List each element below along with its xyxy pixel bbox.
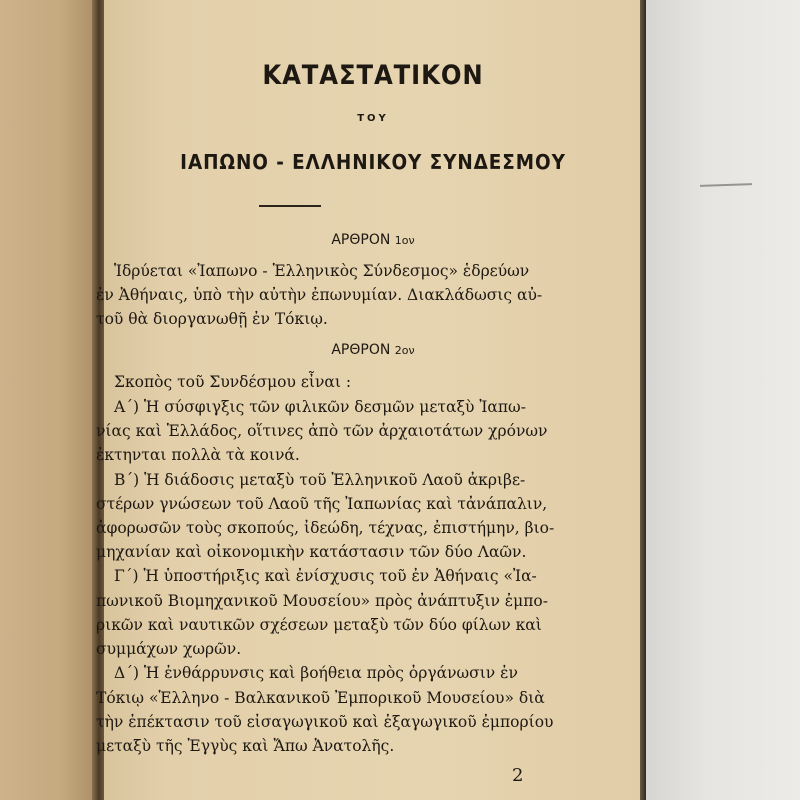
article-1-line: Ἱδρύεται «Ἰαπωνο - Ἑλληνικὸς Σύνδεσμος» ἑδρεύων: [114, 262, 530, 280]
article-2-line: Τόκιῳ «Ἑλληνο - Βαλκανικοῦ Ἐμπορικοῦ Μουσείου» διὰ: [96, 689, 545, 707]
article-2-line: τὴν ἐπέκτασιν τοῦ εἰσαγωγικοῦ καὶ ἐξαγωγικοῦ ἐμπορίου: [96, 713, 554, 731]
page-number: 2: [512, 765, 524, 786]
article-1-line: τοῦ θὰ διοργανωθῇ ἐν Τόκιῳ.: [96, 310, 328, 328]
article-1-line: ἐν Ἀθήναις, ὑπὸ τὴν αὐτὴν ἐπωνυμίαν. Διακλάδωσις αὐ-: [96, 286, 543, 304]
article-2-ordinal: 2ον: [394, 344, 415, 357]
page-edge: [640, 0, 646, 800]
article-2-line: πωνικοῦ Βιομηχανικοῦ Μουσείου» πρὸς ἀνάπτυξιν ἐμπο-: [96, 592, 548, 610]
background-surface: [645, 0, 800, 800]
article-2-line: Β΄) Ἡ διάδοσις μεταξὺ τοῦ Ἑλληνικοῦ Λαοῦ ἀκριβε-: [114, 471, 526, 489]
page-subtitle: ΤΟΥ: [357, 113, 389, 124]
article-2-line: στέρων γνώσεων τοῦ Λαοῦ τῆς Ἰαπωνίας καὶ τἀνάπαλιν,: [96, 495, 548, 513]
book-page: [96, 0, 642, 800]
article-2-line: συμμάχων χωρῶν.: [96, 640, 242, 658]
article-1-label: ΑΡΘΡΟΝ: [331, 232, 391, 248]
title-divider: [259, 205, 321, 207]
article-1-ordinal: 1ον: [394, 234, 415, 247]
article-2-heading: [104, 342, 642, 358]
article-2-line: ἀφορωσῶν τοὺς σκοπούς, ἰδεώδη, τέχνας, ἐπιστήμην, βιο-: [96, 519, 555, 537]
article-2-label: ΑΡΘΡΟΝ: [331, 342, 391, 358]
article-2-line: μηχανίαν καὶ οἰκονομικὴν κατάστασιν τῶν δύο Λαῶν.: [96, 543, 527, 561]
organization-name: ΙΑΠΩΝΟ - ΕΛΛΗΝΙΚΟΥ ΣΥΝΔΕΣΜΟΥ: [180, 150, 566, 174]
article-2-line: Σκοπὸς τοῦ Συνδέσμου εἶναι :: [114, 373, 352, 391]
article-2-line: Δ΄) Ἡ ἐνθάρρυνσις καὶ βοήθεια πρὸς ὀργάνωσιν ἐν: [114, 664, 518, 682]
article-2-line: ρικῶν καὶ ναυτικῶν σχέσεων μεταξὺ τῶν δύο φίλων καὶ: [96, 616, 542, 634]
article-2-line: μεταξὺ τῆς Ἐγγὺς καὶ Ἄπω Ἀνατολῆς.: [96, 737, 395, 755]
article-2-line: Γ΄) Ἡ ὑποστήριξις καὶ ἐνίσχυσις τοῦ ἐν Ἀθήναις «Ἰα-: [114, 567, 537, 585]
page-title: ΚΑΤΑΣΤΑΤΙΚΟΝ: [262, 60, 484, 91]
article-1-heading: [104, 232, 642, 248]
article-2-line: νίας καὶ Ἑλλάδος, οἵτινες ἀπὸ τῶν ἀρχαιοτάτων χρόνων: [96, 422, 548, 440]
facing-page: [0, 0, 100, 800]
article-2-line: ἐκτηνται πολλὰ τὰ κοινά.: [96, 446, 300, 464]
article-2-line: Α΄) Ἡ σύσφιγξις τῶν φιλικῶν δεσμῶν μεταξὺ Ἰαπω-: [114, 398, 526, 416]
